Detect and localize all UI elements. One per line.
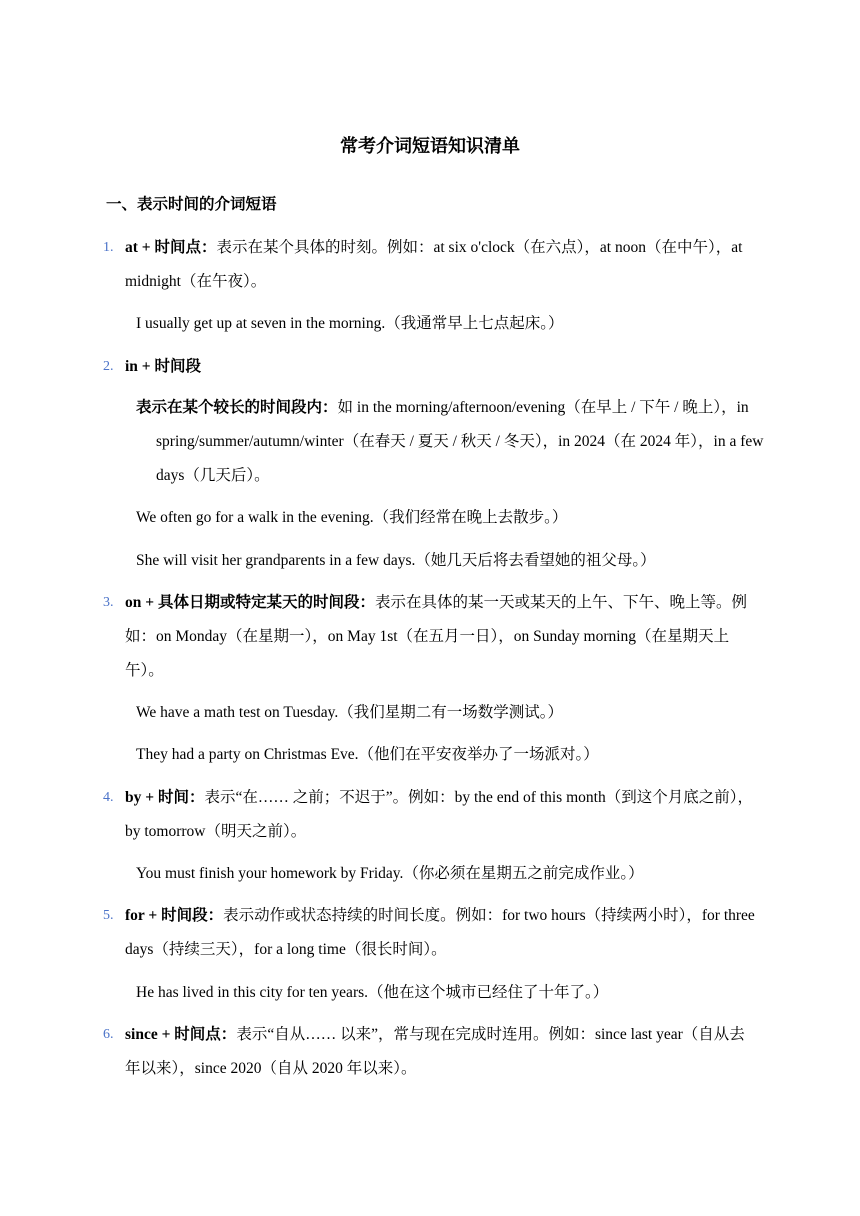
example-sentence: He has lived in this city for ten years.（他在这个城市已经住了十年了。）	[136, 984, 609, 1001]
list-item-at	[103, 231, 757, 299]
example-sentence: She will visit her grandparents in a few days.（她几天后将去看望她的祖父母。）	[136, 552, 656, 569]
item-term: since + 时间点：	[125, 1026, 237, 1043]
example-sentence: We often go for a walk in the evening.（我们经常在晚上去散步。）	[136, 509, 568, 526]
item-term: in + 时间段	[125, 358, 202, 375]
list-item-by	[103, 781, 757, 849]
example-sentence: They had a party on Christmas Eve.（他们在平安夜举办了一场派对。）	[136, 746, 599, 763]
item-body: 表示在具体的某一天或某天的上午、下午、晚上等。例如：on Monday（在星期一），on May 1st（在五月一日），on Sunday morning（在星期天上午）。	[125, 594, 747, 679]
list-item-on	[103, 586, 757, 688]
list-number: 4.	[103, 790, 114, 805]
list-number: 6.	[103, 1027, 114, 1042]
example-sentence: You must finish your homework by Friday.（你必须在星期五之前完成作业。）	[136, 865, 644, 882]
item-subdefinition	[136, 391, 776, 493]
document-title: 常考介词短语知识清单	[340, 136, 520, 156]
item-term: for + 时间段：	[125, 907, 224, 924]
item-body: 表示在某个具体的时刻。例如：at six o'clock（在六点），at noon（在中午），at midnight（在午夜）。	[125, 239, 743, 290]
item-term: at + 时间点：	[125, 239, 217, 256]
item-term: by + 时间：	[125, 789, 205, 806]
list-item-since	[103, 1018, 757, 1086]
list-number: 3.	[103, 595, 114, 610]
list-number: 2.	[103, 359, 114, 374]
list-number: 1.	[103, 240, 114, 255]
item-term: on + 具体日期或特定某天的时间段：	[125, 594, 375, 611]
list-item-for	[103, 899, 757, 967]
item-body: 表示“在…… 之前；不迟于”。例如：by the end of this month（到这个月底之前），by tomorrow（明天之前）。	[125, 789, 753, 840]
item-subbody: 如 in the morning/afternoon/evening（在早上 / 下午 / 晚上），in spring/summer/autumn/winter（在春天 / 夏天 / 秋天 / 冬天），in 2024（在 2024 年），in a few days（几天后）。	[156, 399, 764, 484]
list-number: 5.	[103, 908, 114, 923]
item-body: 表示“自从…… 以来”，常与现在完成时连用。例如：since last year（自从去年以来），since 2020（自从 2020 年以来）。	[125, 1026, 745, 1077]
list-item-in	[103, 350, 757, 384]
example-sentence: I usually get up at seven in the morning.（我通常早上七点起床。）	[136, 315, 564, 332]
example-sentence: We have a math test on Tuesday.（我们星期二有一场数学测试。）	[136, 704, 563, 721]
section-heading: 一、表示时间的介词短语	[106, 196, 277, 213]
item-subterm: 表示在某个较长的时间段内：	[136, 399, 338, 416]
item-body: 表示动作或状态持续的时间长度。例如：for two hours（持续两小时），for three days（持续三天），for a long time（很长时间）。	[125, 907, 755, 958]
